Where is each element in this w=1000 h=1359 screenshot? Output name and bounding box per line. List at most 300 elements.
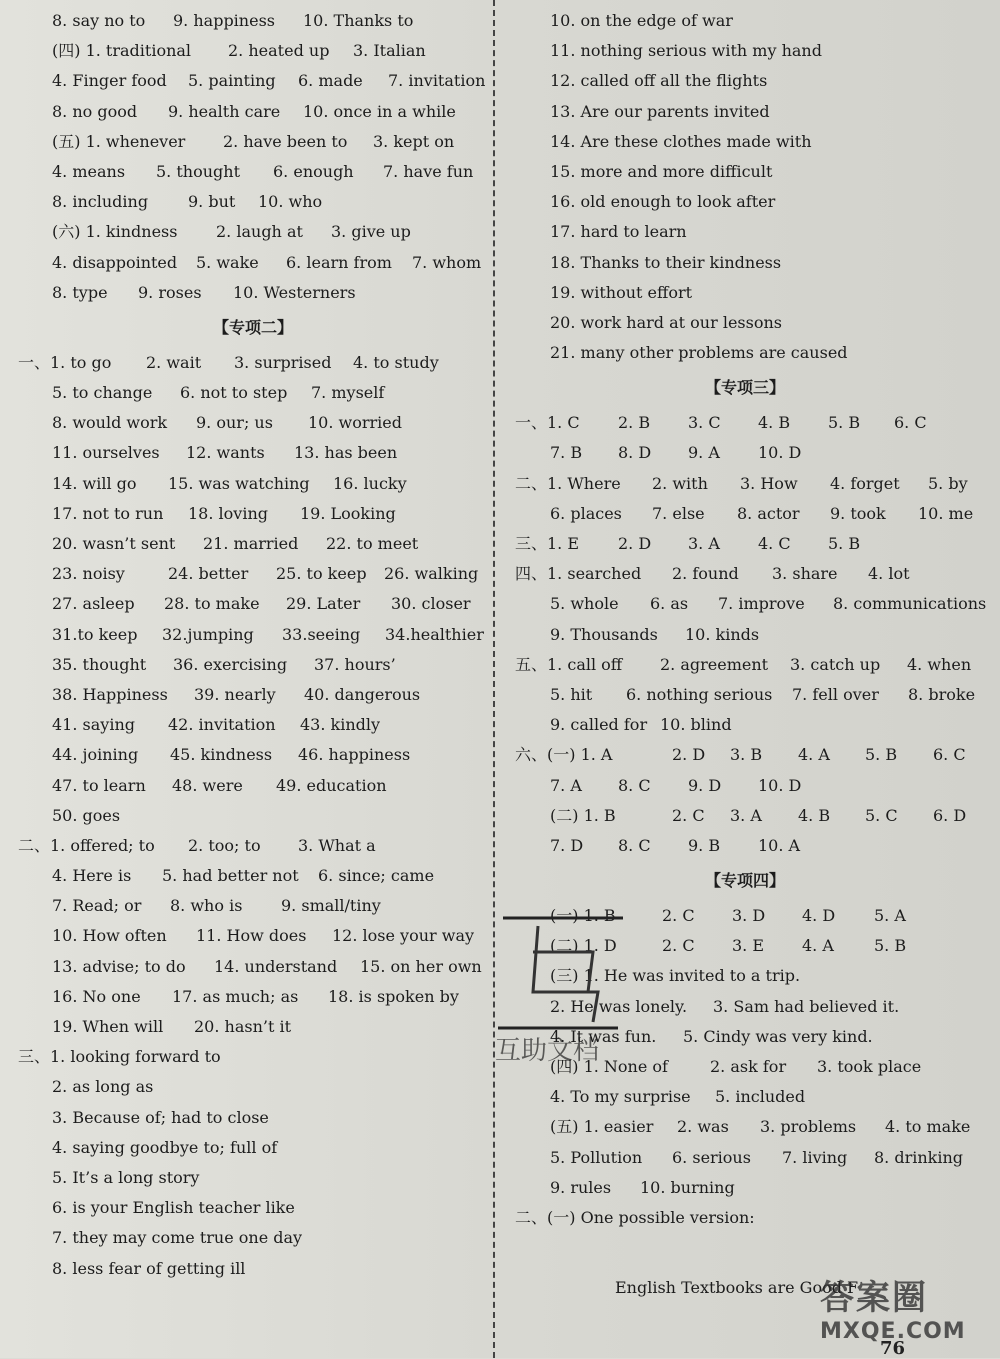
answer-row <box>18 217 488 247</box>
answer-row <box>510 1203 980 1233</box>
answer-item: 10. D <box>758 443 802 463</box>
answer-item: 9. health care <box>168 101 281 121</box>
answer-row <box>18 952 488 982</box>
answer-item: 7. fell over <box>792 684 879 704</box>
answer-item: 8. no good <box>52 101 138 121</box>
answer-item: 5. B <box>828 534 861 553</box>
answer-item: 4. A <box>798 745 830 765</box>
answer-item: 3. catch up <box>790 654 881 674</box>
answer-item: 3. What a <box>298 835 376 855</box>
answer-row <box>18 589 488 619</box>
answer-row <box>510 499 980 529</box>
answer-item: 10. How often <box>52 926 167 946</box>
answer-item: 32.jumping <box>162 624 254 644</box>
answer-row <box>510 248 980 278</box>
answer-item: 4. Finger food <box>52 71 167 91</box>
answer-item: 5. to change <box>52 383 153 403</box>
answer-item: 8. type <box>52 282 108 302</box>
answer-item: 6. since; came <box>318 866 435 886</box>
answer-item: 3. Sam had believed it. <box>713 996 900 1016</box>
answer-item: 16. old enough to look after <box>550 192 776 212</box>
answer-item: 6. made <box>298 71 363 91</box>
answer-item: 6. not to step <box>180 383 288 403</box>
answer-item: 20. wasn’t sent <box>52 534 176 553</box>
answer-item: 3. How <box>740 473 798 493</box>
answer-row <box>18 1103 488 1133</box>
answer-item: 38. Happiness <box>52 684 168 704</box>
answer-item: 4. C <box>758 534 791 553</box>
answer-item: 15. more and more difficult <box>550 161 773 181</box>
answer-item: 2. B <box>618 413 651 433</box>
answer-item: 21. married <box>203 534 299 553</box>
answer-item: 25. to keep <box>276 564 367 584</box>
answer-item: 10. on the edge of war <box>550 11 733 30</box>
answer-item: 4. To my surprise <box>550 1087 691 1107</box>
answer-item: 6. C <box>894 413 927 433</box>
answer-row <box>510 187 980 217</box>
answer-item: 33.seeing <box>282 624 361 644</box>
answer-item: 8. C <box>618 835 651 855</box>
answer-item: 8. drinking <box>874 1147 964 1167</box>
answer-item: 19. without effort <box>550 282 693 302</box>
answer-item: 2. C <box>662 936 695 956</box>
watermark-bottom: MXQE.COM <box>820 1319 966 1344</box>
answer-item: 2. too; to <box>188 835 261 855</box>
answer-item: 9. Thousands <box>550 624 658 644</box>
answer-item: 18. is spoken by <box>328 986 459 1006</box>
answer-row <box>18 559 488 589</box>
answer-item: 7. Read; or <box>52 896 142 916</box>
answer-item: 三、1. E <box>515 534 580 553</box>
answer-item: 20. work hard at our lessons <box>550 312 782 332</box>
answer-row <box>510 97 980 127</box>
answer-item: 19. Looking <box>300 503 396 523</box>
answer-row <box>18 438 488 468</box>
answer-item: 10. Thanks to <box>303 11 414 30</box>
answer-item: 24. better <box>168 564 249 584</box>
answer-item: 7. else <box>652 503 705 523</box>
answer-item: 8. would work <box>52 413 168 433</box>
answer-item: 9. small/tiny <box>281 896 381 916</box>
answer-item: 10. burning <box>640 1177 735 1197</box>
answer-item: 6. learn from <box>286 252 392 272</box>
answer-row <box>18 982 488 1012</box>
answer-item: 8. say no to <box>52 11 146 30</box>
section-heading: 【专项四】 <box>704 871 785 891</box>
answer-row <box>18 1042 488 1072</box>
answer-item: 三、1. looking forward to <box>18 1047 221 1067</box>
answer-item: 10. kinds <box>685 624 760 644</box>
answer-item: 8. C <box>618 775 651 795</box>
answer-row <box>18 378 488 408</box>
answer-item: 50. goes <box>52 805 121 825</box>
answer-item: 39. nearly <box>194 684 276 704</box>
answer-item: 9. took <box>830 503 886 523</box>
answer-item: 18. Thanks to their kindness <box>550 252 782 272</box>
answer-item: 11. ourselves <box>52 443 160 463</box>
answer-row <box>18 248 488 278</box>
answer-item: 二、(一) One possible version: <box>515 1207 755 1227</box>
answer-item: 42. invitation <box>168 715 276 735</box>
answer-row <box>510 66 980 96</box>
answer-row <box>18 157 488 187</box>
answer-item: 5. wake <box>196 252 259 272</box>
answer-item: 17. hard to learn <box>550 222 687 242</box>
answer-item: 2. He was lonely. <box>550 996 688 1016</box>
answer-item: 47. to learn <box>52 775 146 795</box>
answer-item: 10. once in a while <box>303 101 456 121</box>
answer-item: 4. Here is <box>52 866 132 886</box>
answer-item: 23. noisy <box>52 564 125 584</box>
answer-item: (二) 1. D <box>550 936 617 956</box>
answer-item: 2. D <box>618 534 652 553</box>
answer-item: 6. C <box>933 745 966 765</box>
answer-item: 5. thought <box>156 161 240 181</box>
answer-row <box>18 921 488 951</box>
answer-item: 3. Italian <box>353 41 426 61</box>
answer-item: 6. is your English teacher like <box>52 1198 295 1218</box>
answer-item: 3. surprised <box>234 352 332 372</box>
answer-row <box>510 408 980 438</box>
answer-item: 5. It’s a long story <box>52 1167 200 1187</box>
answer-item: 12. lose your way <box>332 926 475 946</box>
answer-item: 2. C <box>662 906 695 926</box>
column-divider <box>493 0 495 1358</box>
answer-item: 4. A <box>802 936 834 956</box>
answer-row <box>18 469 488 499</box>
answer-row <box>18 620 488 650</box>
essay-title: English Textbooks are Good F <box>615 1278 859 1297</box>
answer-item: 37. hours’ <box>314 654 396 674</box>
answer-item: 5. B <box>828 413 861 433</box>
answer-item: 5. had better not <box>162 866 299 886</box>
answer-item: 44. joining <box>52 745 139 765</box>
stamp-text: 互助文档 <box>495 1036 600 1066</box>
answer-item: 21. many other problems are caused <box>550 343 848 363</box>
answer-item: 6. nothing serious <box>626 684 773 704</box>
answer-item: 41. saying <box>52 715 135 735</box>
answer-item: 4. forget <box>830 473 900 493</box>
answer-row <box>510 278 980 308</box>
answer-item: 7. D <box>550 835 584 855</box>
answer-item: 27. asleep <box>52 594 135 614</box>
answer-item: 9. our; us <box>196 413 273 433</box>
answer-row <box>18 36 488 66</box>
answer-item: 12. called off all the flights <box>550 71 768 91</box>
answer-item: 9. but <box>188 192 236 212</box>
answer-item: 16. lucky <box>333 473 407 493</box>
answer-item: 6. enough <box>273 161 354 181</box>
answer-item: 5. Cindy was very kind. <box>683 1026 873 1046</box>
answer-item: 13. advise; to do <box>52 956 186 976</box>
answer-item: 四、1. searched <box>515 564 642 584</box>
answer-item: 10. worried <box>308 413 402 433</box>
answer-item: 一、1. to go <box>18 352 112 372</box>
answer-item: 8. communications <box>833 594 987 614</box>
answer-row <box>510 529 980 559</box>
answer-row <box>18 1072 488 1102</box>
answer-item: 3. share <box>772 564 838 584</box>
answer-item: 8. broke <box>908 684 976 704</box>
answer-item: 8. D <box>618 443 652 463</box>
page-number: 76 <box>880 1338 906 1359</box>
answer-item: 10. D <box>758 775 802 795</box>
answer-item: (五) 1. whenever <box>52 131 186 151</box>
answer-row <box>510 1112 980 1142</box>
answer-row <box>510 338 980 368</box>
answer-item: 8. who is <box>170 896 243 916</box>
answer-item: 6. D <box>933 805 967 825</box>
answer-row <box>18 1223 488 1253</box>
answer-item: 3. kept on <box>373 131 455 151</box>
answer-item: 11. nothing serious with my hand <box>550 41 822 61</box>
answer-row <box>510 801 980 831</box>
answer-item: 7. have fun <box>383 161 474 181</box>
answer-item: 4. B <box>758 413 791 433</box>
answer-item: (六) 1. kindness <box>52 222 178 242</box>
answer-item: 15. was watching <box>168 473 310 493</box>
answer-item: 2. D <box>672 745 706 765</box>
answer-item: 3. give up <box>331 222 411 242</box>
answer-row <box>18 771 488 801</box>
answer-row <box>18 861 488 891</box>
answer-row <box>510 438 980 468</box>
answer-row <box>510 1173 980 1203</box>
answer-item: 14. will go <box>52 473 137 493</box>
answer-item: 40. dangerous <box>304 684 421 704</box>
answer-item: 6. serious <box>672 1147 751 1167</box>
answer-row <box>18 1163 488 1193</box>
answer-item: 4. when <box>907 654 972 674</box>
answer-row <box>18 1254 488 1284</box>
answer-item: 7. A <box>550 775 582 795</box>
answer-row <box>18 348 488 378</box>
answer-item: 20. hasn’t it <box>194 1017 292 1036</box>
answer-item: 6. as <box>650 594 689 614</box>
answer-item: 10. Westerners <box>233 282 356 302</box>
answer-item: 4. B <box>798 805 831 825</box>
answer-item: 13. Are our parents invited <box>550 101 770 121</box>
answer-row <box>18 1193 488 1223</box>
answer-item: 9. D <box>688 775 722 795</box>
answer-item: 3. B <box>730 745 763 765</box>
answer-item: 2. C <box>672 805 705 825</box>
answer-item: 36. exercising <box>173 654 288 674</box>
answer-item: 9. B <box>688 835 721 855</box>
answer-item: (二) 1. B <box>550 805 616 825</box>
answer-row <box>510 217 980 247</box>
answer-item: 7. improve <box>718 594 805 614</box>
answer-row <box>18 831 488 861</box>
answer-row <box>18 499 488 529</box>
answer-item: 30. closer <box>391 594 471 614</box>
answer-row <box>510 1082 980 1112</box>
answer-row <box>18 529 488 559</box>
answer-row <box>510 771 980 801</box>
answer-item: 7. living <box>782 1147 848 1167</box>
answer-item: 2. agreement <box>660 654 769 674</box>
watermark-top: 答案圈 <box>820 1278 928 1318</box>
answer-row <box>510 36 980 66</box>
answer-row <box>510 710 980 740</box>
answer-item: 48. were <box>172 775 243 795</box>
answer-row <box>510 469 980 499</box>
answer-item: 3. A <box>688 534 720 553</box>
answer-item: (四) 1. traditional <box>52 41 192 61</box>
answer-row <box>18 127 488 157</box>
answer-item: 10. me <box>918 503 974 523</box>
answer-row <box>18 1012 488 1042</box>
answer-item: 4. to make <box>885 1117 971 1137</box>
answer-row <box>510 620 980 650</box>
answer-item: 9. happiness <box>173 11 275 30</box>
answer-item: 45. kindness <box>170 745 273 765</box>
answer-item: 43. kindly <box>300 715 381 735</box>
answer-item: 5. included <box>715 1087 806 1107</box>
answer-item: 8. actor <box>737 503 800 523</box>
answer-item: (三) 1. He was invited to a trip. <box>550 966 801 986</box>
answer-row <box>510 308 980 338</box>
answer-row <box>18 710 488 740</box>
answer-item: 4. means <box>52 161 126 181</box>
answer-item: 5. B <box>874 936 907 956</box>
answer-item: 9. A <box>688 443 720 463</box>
answer-row <box>510 650 980 680</box>
answer-item: 3. D <box>732 906 766 926</box>
answer-item: 2. have been to <box>223 131 348 151</box>
answer-item: 8. including <box>52 192 149 212</box>
answer-item: 7. whom <box>412 252 482 272</box>
answer-item: 4. It was fun. <box>550 1026 657 1046</box>
answer-item: 2. wait <box>146 352 202 372</box>
answer-item: 22. to meet <box>326 534 419 553</box>
answer-row <box>18 650 488 680</box>
answer-item: 2. heated up <box>228 41 330 61</box>
answer-item: 10. A <box>758 835 801 855</box>
answer-item: 4. to study <box>353 352 439 372</box>
stamp-logo <box>498 912 628 1032</box>
answer-item: 14. Are these clothes made with <box>550 131 812 151</box>
answer-item: 4. D <box>802 906 836 926</box>
answer-item: 13. has been <box>294 443 398 463</box>
answer-item: 2. found <box>672 564 739 584</box>
answer-item: 15. on her own <box>360 956 482 976</box>
answer-item: 5. A <box>874 906 906 926</box>
answer-item: (五) 1. easier <box>550 1117 654 1137</box>
answer-item: 9. roses <box>138 282 202 302</box>
answer-item: 26. walking <box>384 564 479 584</box>
answer-row <box>18 6 488 36</box>
answer-item: 17. not to run <box>52 503 164 523</box>
answer-item: 4. saying goodbye to; full of <box>52 1137 278 1157</box>
answer-row <box>18 66 488 96</box>
answer-item: 3. C <box>688 413 721 433</box>
answer-item: 19. When will <box>52 1017 164 1036</box>
answer-item: 14. understand <box>214 956 338 976</box>
answer-item: 5. by <box>928 473 968 493</box>
answer-row <box>18 278 488 308</box>
answer-item: 4. lot <box>868 564 910 584</box>
answer-item: 2. was <box>677 1117 729 1137</box>
answer-item: (四) 1. None of <box>550 1057 668 1076</box>
answer-item: 二、1. Where <box>515 473 621 493</box>
answer-item: 5. painting <box>188 71 276 91</box>
answer-item: 3. A <box>730 805 762 825</box>
answer-row <box>510 559 980 589</box>
answer-item: 7. B <box>550 443 583 463</box>
answer-item: 6. places <box>550 503 622 523</box>
answer-item: 3. Because of; had to close <box>52 1107 269 1127</box>
answer-row <box>510 740 980 770</box>
answer-item: 31.to keep <box>52 624 138 644</box>
answer-item: 5. whole <box>550 594 619 614</box>
answer-row <box>510 6 980 36</box>
answer-item: 2. laugh at <box>216 222 303 242</box>
answer-item: 五、1. call off <box>515 654 623 674</box>
answer-item: 7. myself <box>311 383 385 403</box>
answer-item: 3. E <box>732 936 765 956</box>
answer-item: 3. took place <box>817 1057 922 1076</box>
answer-item: 11. How does <box>196 926 307 946</box>
answer-item: 9. called for <box>550 715 648 735</box>
answer-item: 7. invitation <box>388 71 486 91</box>
answer-item: 5. Pollution <box>550 1147 643 1167</box>
answer-item: 2. ask for <box>710 1057 787 1076</box>
answer-item: 9. rules <box>550 1177 612 1197</box>
answer-item: 10. blind <box>660 715 732 735</box>
answer-item: 2. with <box>652 473 708 493</box>
answer-row <box>18 680 488 710</box>
answer-row <box>510 1143 980 1173</box>
answer-item: 2. as long as <box>52 1077 154 1097</box>
answer-item: 10. who <box>258 192 323 212</box>
answer-item: 29. Later <box>286 594 361 614</box>
answer-item: 34.healthier <box>385 624 484 644</box>
answer-item: 一、1. C <box>515 413 580 433</box>
answer-item: 17. as much; as <box>172 986 299 1006</box>
answer-item: 5. B <box>865 745 898 765</box>
answer-row <box>510 157 980 187</box>
answer-item: 5. C <box>865 805 898 825</box>
answer-item: 18. loving <box>188 503 268 523</box>
answer-item: (一) 1. B <box>550 906 616 926</box>
answer-row <box>18 801 488 831</box>
answer-item: 16. No one <box>52 986 141 1006</box>
section-heading: 【专项三】 <box>704 378 785 398</box>
answer-item: 3. problems <box>760 1117 857 1137</box>
answer-row <box>510 680 980 710</box>
answer-item: 4. disappointed <box>52 252 178 272</box>
answer-row <box>510 127 980 157</box>
answer-row <box>18 97 488 127</box>
answer-item: 二、1. offered; to <box>18 835 155 855</box>
answer-item: 12. wants <box>186 443 265 463</box>
answer-row <box>18 740 488 770</box>
section-heading: 【专项二】 <box>212 317 293 337</box>
answer-row <box>510 831 980 861</box>
answer-item: 六、(一) 1. A <box>515 745 613 765</box>
answer-item: 7. they may come true one day <box>52 1228 303 1248</box>
answer-item: 49. education <box>276 775 387 795</box>
answer-item: 8. less fear of getting ill <box>52 1258 246 1278</box>
answer-item: 35. thought <box>52 654 147 674</box>
answer-item: 28. to make <box>164 594 260 614</box>
left-column <box>18 6 488 1284</box>
answer-item: 46. happiness <box>298 745 411 765</box>
answer-row <box>510 589 987 619</box>
answer-row <box>18 408 488 438</box>
answer-row <box>18 891 488 921</box>
